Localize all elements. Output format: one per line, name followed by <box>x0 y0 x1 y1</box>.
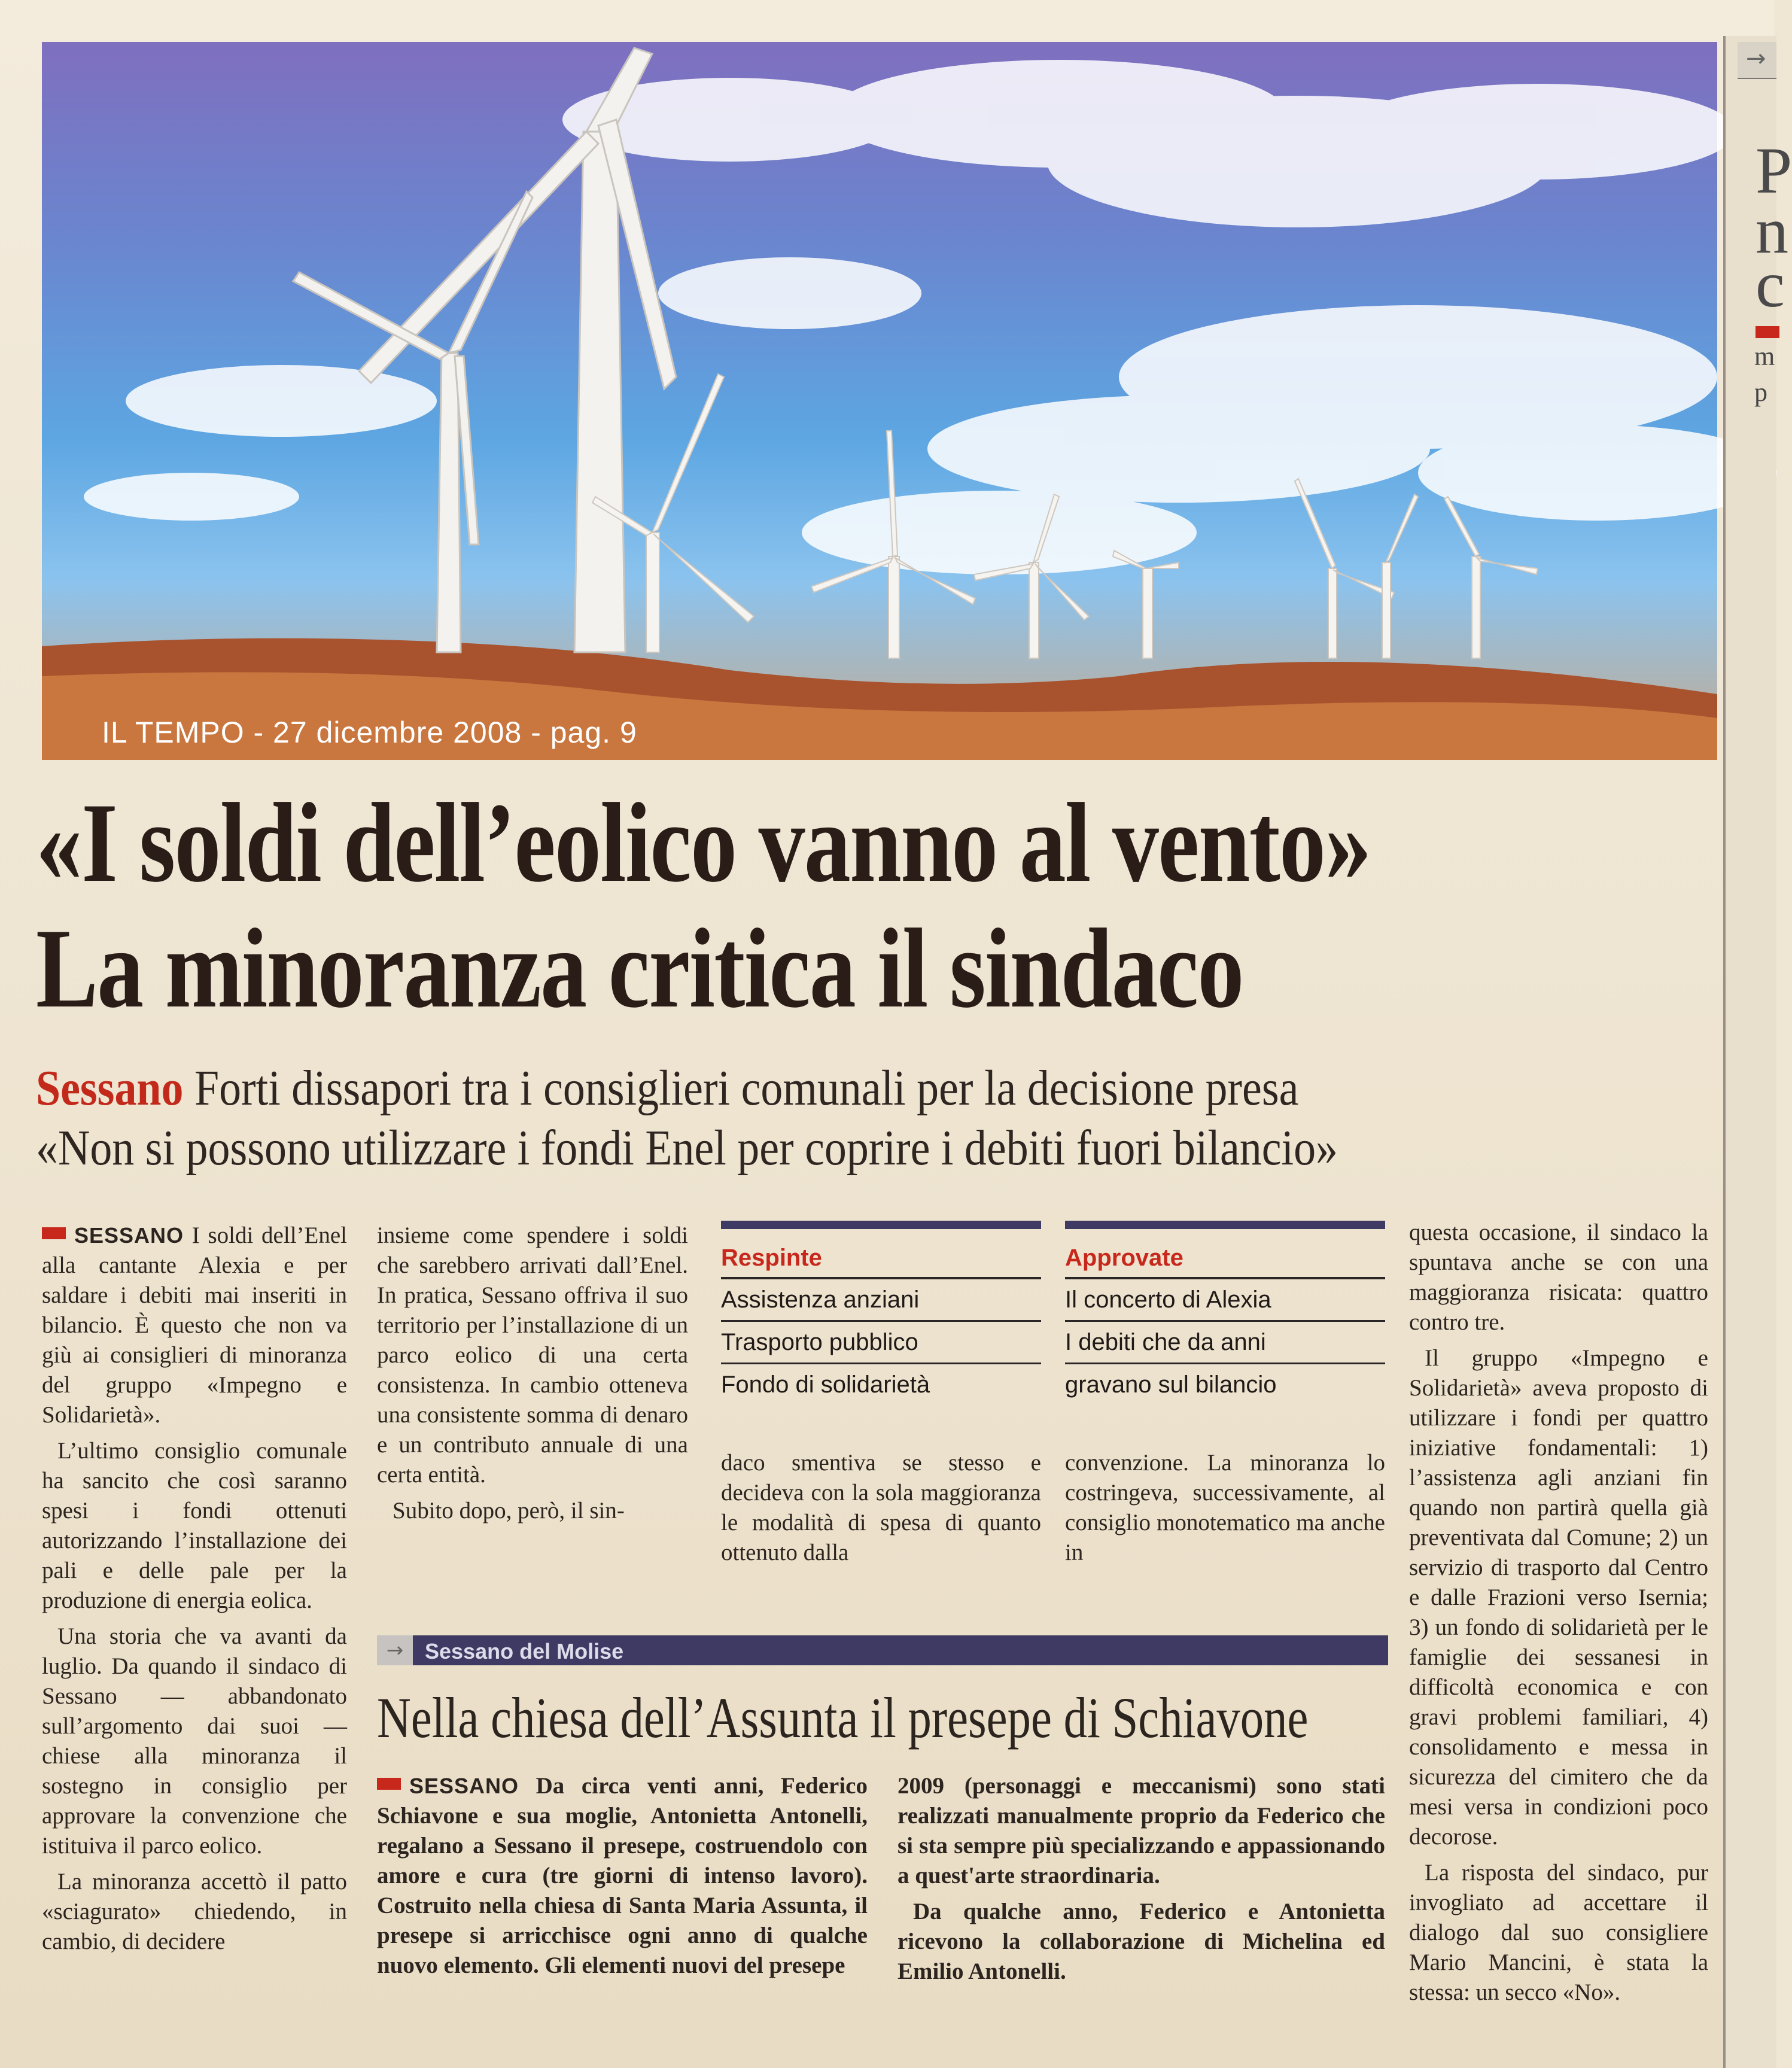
article-column-1 <box>42 1221 347 1963</box>
headline-line-2: La minoranza critica il sindaco <box>36 906 1243 1032</box>
paragraph: daco smentiva se stesso e decideva con la sola maggioranza le modalità di spesa di quanto ottenuto dalla <box>721 1450 1041 1565</box>
adjacent-text-fragment: c <box>1756 248 1785 321</box>
box-item: I debiti che da anni <box>1065 1322 1385 1364</box>
second-article-headline: Nella chiesa dell’Assunta il presepe di Schiavone <box>377 1686 1309 1750</box>
adjacent-text-fragment: m <box>1754 342 1775 371</box>
article-column-5 <box>1409 1218 1708 2014</box>
adjacent-page-strip <box>1723 36 1792 2068</box>
arrow-right-icon: → <box>1746 45 1766 72</box>
adjacent-text-fragment: n <box>1756 194 1788 267</box>
headline-line-1: «I soldi dell’eolico vanno al vento» <box>36 780 1371 906</box>
paragraph: La minoranza accettò il patto «sciagurato» chiedendo, in cambio, di decidere <box>42 1869 347 1954</box>
paragraph: Subito dopo, però, il sin- <box>393 1498 625 1523</box>
box-title: Approvate <box>1065 1245 1183 1271</box>
kicker-location: Sessano <box>36 1060 184 1116</box>
box-item: Assistenza anziani <box>721 1279 1041 1322</box>
article-column-3 <box>721 1448 1041 1574</box>
paragraph: L’ultimo consiglio comunale ha sancito che così saranno spesi i fondi ottenuti autorizzando l’installazione dei pali e delle pale per la produzione di energia eolica. <box>42 1438 347 1613</box>
box-top-bar <box>1065 1221 1385 1229</box>
dateline: SESSANO <box>74 1223 184 1248</box>
paragraph: La risposta del sindaco, pur invogliato ad accettare il dialogo dal suo consigliere Mario Mancini, è stata la stessa: un secco «No». <box>1409 1860 1708 2005</box>
paragraph: insieme come spendere i soldi che sarebbero arrivati dall’Enel. In pratica, Sessano offriva il suo territorio per l’installazione di un parco eolico di una certa consistenza. In cambio otteneva una consistente somma di denaro e un contributo annuale di una certa entità. <box>377 1222 688 1488</box>
section-bar <box>377 1635 1388 1665</box>
subheadline-line-2: «Non si possono utilizzare i fondi Enel per coprire i debiti fuori bilancio» <box>36 1120 1338 1176</box>
section-label: Sessano del Molise <box>425 1639 624 1663</box>
paragraph: Da qualche anno, Federico e Antonietta ricevono la collaborazione di Michelina ed Emilio Antonelli. <box>897 1899 1385 1984</box>
article-column-4 <box>1065 1448 1385 1574</box>
adjacent-text-fragment: p <box>1754 378 1767 407</box>
box-item: Trasporto pubblico <box>721 1322 1041 1364</box>
red-marker <box>1756 326 1779 338</box>
paragraph: convenzione. La minoranza lo costringeva, successivamente, al consiglio monotematico ma anche in <box>1065 1450 1385 1565</box>
dateline: SESSANO <box>409 1774 519 1798</box>
article-column-2 <box>377 1221 688 1532</box>
approved-box <box>1065 1221 1385 1405</box>
adjacent-text-fragment: P <box>1756 134 1792 207</box>
box-item: Il concerto di Alexia <box>1065 1279 1385 1322</box>
paragraph: Il gruppo «Impegno e Solidarietà» aveva proposto di utilizzare i fondi per quattro iniziative fondamentali: 1) l’assistenza agli anziani fin quando non partirà quella già preventivata dal Comune; 2) un servizio di trasporto dal Centro e dalle Frazioni verso Isernia; 3) un fondo di solidarietà per le famiglie dei sessanesi in difficoltà economica e con gravi problemi familiari, 4) consolidamento e messa in sicurezza del cimitero che da mesi versa in condizioni poco decorose. <box>1409 1345 1708 1850</box>
red-square-marker <box>377 1778 401 1790</box>
paragraph: Una storia che va avanti da luglio. Da quando il sindaco di Sessano — abbandonato sull’argomento dai suoi — chiese alla minoranza il sostegno in consiglio per approvare la convenzione che istituiva il parco eolico. <box>42 1623 347 1859</box>
wind-turbines-photo <box>42 42 1717 760</box>
box-item: Fondo di solidarietà <box>721 1371 930 1398</box>
paragraph: 2009 (personaggi e meccanismi) sono stati realizzati manualmente proprio da Federico che si sta sempre più specializzando e appassionando a quest'arte straordinaria. <box>897 1773 1385 1888</box>
adjacent-section-marker <box>1738 42 1776 79</box>
box-title: Respinte <box>721 1245 822 1271</box>
second-article-column-2 <box>897 1771 1385 1993</box>
arrow-right-icon: → <box>377 1635 413 1665</box>
rejected-box <box>721 1221 1041 1405</box>
red-square-marker <box>42 1227 66 1239</box>
box-item: gravano sul bilancio <box>1065 1371 1277 1398</box>
paragraph: Da circa venti anni, Federico Schiavone e sua moglie, Antonietta Antonelli, regalano a Sessano il presepe, costruendolo con amore e cura (tre giorni di intenso lavoro). Costruito nella chiesa di Santa Maria Assunta, il presepe si arricchisce ogni anno di qualche nuovo elemento. Gli elementi nuovi del presepe <box>377 1773 868 1978</box>
paragraph: I soldi dell’Enel alla cantante Alexia e per saldare i debiti mai inseriti in bilancio. È questo che non va giù ai consiglieri di minoranza del gruppo «Impegno e Solidarietà». <box>42 1222 347 1428</box>
subheadline-text: Forti dissapori tra i consiglieri comunali per la decisione presa <box>183 1060 1299 1116</box>
wind-farm-illustration <box>42 42 1717 760</box>
second-article-column-1 <box>377 1771 868 1987</box>
subheadline-line-1 <box>36 1059 1298 1117</box>
photo-caption: IL TEMPO - 27 dicembre 2008 - pag. 9 <box>102 716 637 749</box>
paragraph: questa occasione, il sindaco la spuntava anche se con una maggioranza risicata: quattro contro tre. <box>1409 1219 1708 1335</box>
box-top-bar <box>721 1221 1041 1229</box>
